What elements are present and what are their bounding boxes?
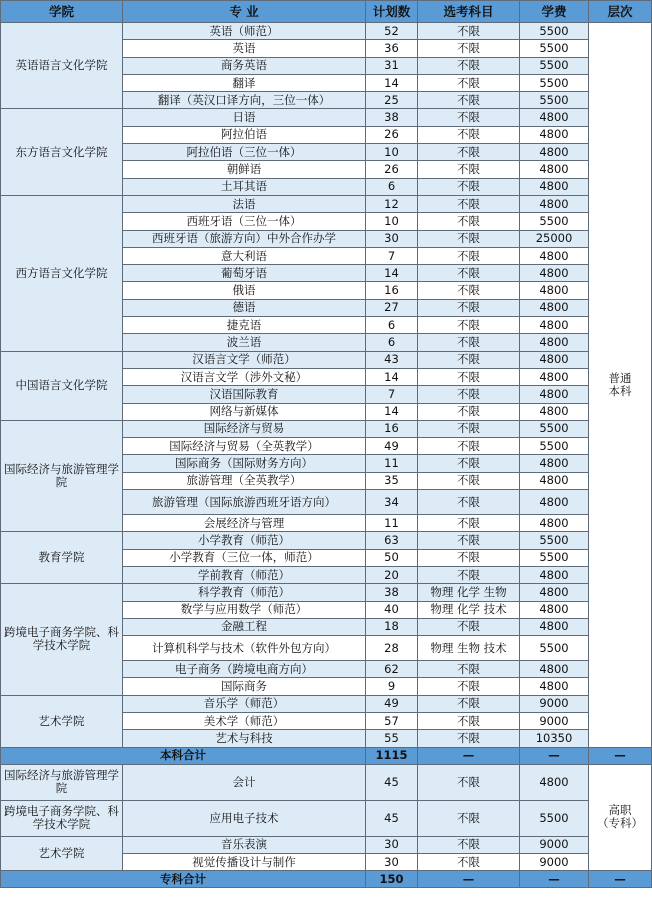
plan-cell: 10 [366,213,418,230]
major-cell: 翻译 [123,74,366,91]
major-cell: 网络与新媒体 [123,403,366,420]
subject-cell: 不限 [418,57,520,74]
major-cell: 阿拉伯语 [123,126,366,143]
subject-cell: 不限 [418,178,520,195]
major-cell: 西班牙语（三位一体） [123,213,366,230]
fee-cell: 4800 [520,368,589,385]
plan-cell: 18 [366,618,418,635]
table-row [1,351,652,368]
fee-cell: 4800 [520,678,589,695]
major-cell: 捷克语 [123,317,366,334]
college-cell: 中国语言文化学院 [1,351,123,420]
subject-cell: 不限 [418,800,520,836]
fee-cell: 9000 [520,853,589,870]
major-cell: 商务英语 [123,57,366,74]
major-cell: 艺术与科技 [123,730,366,747]
major-cell: 国际商务 [123,678,366,695]
total-plan: 150 [366,871,418,888]
plan-cell: 6 [366,334,418,351]
subject-cell: 不限 [418,195,520,212]
fee-cell: 4800 [520,601,589,618]
major-cell: 音乐学（师范） [123,695,366,712]
header-level: 层次 [589,1,652,23]
major-cell: 俄语 [123,282,366,299]
major-cell: 小学教育（三位一体，师范） [123,549,366,566]
total-plan: 1115 [366,747,418,764]
total-subject: — [418,747,520,764]
plan-cell: 16 [366,420,418,437]
subject-cell: 不限 [418,618,520,635]
college-cell: 西方语言文化学院 [1,195,123,351]
subject-cell: 不限 [418,247,520,264]
plan-cell: 6 [366,178,418,195]
subject-cell: 不限 [418,730,520,747]
major-cell: 音乐表演 [123,836,366,853]
fee-cell: 4800 [520,282,589,299]
subject-cell: 不限 [418,420,520,437]
header-plan: 计划数 [366,1,418,23]
plan-cell: 14 [366,74,418,91]
subject-cell: 不限 [418,109,520,126]
college-cell: 跨境电子商务学院、科学技术学院 [1,584,123,695]
subject-cell: 不限 [418,549,520,566]
plan-cell: 49 [366,695,418,712]
plan-cell: 10 [366,144,418,161]
fee-cell: 4800 [520,334,589,351]
total-level: — [589,871,652,888]
fee-cell: 4800 [520,764,589,800]
subject-cell: 不限 [418,161,520,178]
fee-cell: 4800 [520,490,589,515]
major-cell: 汉语国际教育 [123,386,366,403]
major-cell: 德语 [123,299,366,316]
plan-cell: 16 [366,282,418,299]
plan-cell: 36 [366,40,418,57]
subject-cell: 不限 [418,40,520,57]
fee-cell: 5500 [520,800,589,836]
college-cell: 国际经济与旅游管理学院 [1,420,123,531]
major-cell: 葡萄牙语 [123,265,366,282]
subject-cell: 不限 [418,695,520,712]
subject-cell: 不限 [418,230,520,247]
fee-cell: 4800 [520,618,589,635]
major-cell: 国际经济与贸易（全英教学） [123,438,366,455]
major-cell: 日语 [123,109,366,126]
major-cell: 旅游管理（全英教学） [123,472,366,489]
college-cell: 艺术学院 [1,836,123,871]
plan-cell: 6 [366,317,418,334]
subject-cell: 不限 [418,368,520,385]
plan-cell: 49 [366,438,418,455]
fee-cell: 5500 [520,74,589,91]
major-cell: 美术学（师范） [123,712,366,729]
major-cell: 法语 [123,195,366,212]
plan-cell: 63 [366,532,418,549]
plan-cell: 43 [366,351,418,368]
major-cell: 波兰语 [123,334,366,351]
plan-cell: 9 [366,678,418,695]
major-cell: 视觉传播设计与制作 [123,853,366,870]
subject-cell: 不限 [418,213,520,230]
major-cell: 数学与应用数学（师范） [123,601,366,618]
fee-cell: 5500 [520,92,589,109]
subject-cell: 不限 [418,403,520,420]
fee-cell: 4800 [520,661,589,678]
plan-cell: 45 [366,800,418,836]
fee-cell: 4800 [520,161,589,178]
plan-cell: 31 [366,57,418,74]
table-row [1,764,652,800]
fee-cell: 10350 [520,730,589,747]
plan-cell: 14 [366,368,418,385]
fee-cell: 4800 [520,178,589,195]
major-cell: 国际商务（国际财务方向） [123,455,366,472]
major-cell: 会计 [123,764,366,800]
major-cell: 汉语言文学（师范） [123,351,366,368]
fee-cell: 4800 [520,472,589,489]
table-row [1,695,652,712]
subject-cell: 不限 [418,144,520,161]
fee-cell: 4800 [520,403,589,420]
total-row [1,747,652,764]
plan-cell: 26 [366,161,418,178]
fee-cell: 4800 [520,265,589,282]
subject-cell: 不限 [418,836,520,853]
table-row [1,109,652,126]
plan-cell: 35 [366,472,418,489]
major-cell: 英语（师范） [123,23,366,40]
subject-cell: 不限 [418,74,520,91]
plan-cell: 12 [366,195,418,212]
header-row [1,1,652,23]
subject-cell: 不限 [418,351,520,368]
plan-cell: 52 [366,23,418,40]
table-row [1,23,652,40]
fee-cell: 5500 [520,23,589,40]
plan-cell: 45 [366,764,418,800]
plan-cell: 40 [366,601,418,618]
subject-cell: 不限 [418,282,520,299]
fee-cell: 4800 [520,126,589,143]
subject-cell: 不限 [418,455,520,472]
major-cell: 朝鲜语 [123,161,366,178]
fee-cell: 4800 [520,515,589,532]
plan-cell: 62 [366,661,418,678]
major-cell: 金融工程 [123,618,366,635]
subject-cell: 不限 [418,92,520,109]
subject-cell: 物理 化学 生物 [418,584,520,601]
header-college: 学院 [1,1,123,23]
table-row [1,532,652,549]
subject-cell: 不限 [418,334,520,351]
plan-cell: 7 [366,386,418,403]
plan-cell: 30 [366,836,418,853]
table-row [1,420,652,437]
subject-cell: 不限 [418,490,520,515]
subject-cell: 不限 [418,532,520,549]
college-cell: 东方语言文化学院 [1,109,123,195]
fee-cell: 5500 [520,213,589,230]
plan-cell: 28 [366,636,418,661]
plan-cell: 57 [366,712,418,729]
fee-cell: 9000 [520,836,589,853]
plan-cell: 26 [366,126,418,143]
subject-cell: 不限 [418,764,520,800]
major-cell: 小学教育（师范） [123,532,366,549]
major-cell: 英语 [123,40,366,57]
fee-cell: 5500 [520,636,589,661]
fee-cell: 4800 [520,247,589,264]
fee-cell: 4800 [520,386,589,403]
subject-cell: 不限 [418,438,520,455]
total-subject: — [418,871,520,888]
major-cell: 旅游管理（国际旅游西班牙语方向） [123,490,366,515]
plan-cell: 11 [366,515,418,532]
subject-cell: 不限 [418,317,520,334]
major-cell: 科学教育（师范） [123,584,366,601]
plan-cell: 30 [366,230,418,247]
plan-cell: 25 [366,92,418,109]
plan-cell: 50 [366,549,418,566]
level-cell: 普通 本科 [589,23,652,748]
plan-cell: 14 [366,265,418,282]
fee-cell: 4800 [520,351,589,368]
major-cell: 计算机科学与技术（软件外包方向） [123,636,366,661]
major-cell: 学前教育（师范） [123,566,366,583]
header-major: 专 业 [123,1,366,23]
fee-cell: 5500 [520,438,589,455]
fee-cell: 4800 [520,109,589,126]
fee-cell: 4800 [520,317,589,334]
plan-cell: 38 [366,109,418,126]
level-cell: 高职 （专科） [589,764,652,871]
plan-cell: 27 [366,299,418,316]
table-row [1,800,652,836]
header-fee: 学费 [520,1,589,23]
subject-cell: 不限 [418,515,520,532]
major-cell: 汉语言文学（涉外文秘） [123,368,366,385]
fee-cell: 4800 [520,584,589,601]
major-cell: 土耳其语 [123,178,366,195]
table-row [1,584,652,601]
college-cell: 国际经济与旅游管理学院 [1,764,123,800]
major-cell: 西班牙语（旅游方向）中外合作办学 [123,230,366,247]
fee-cell: 4800 [520,299,589,316]
college-cell: 艺术学院 [1,695,123,747]
major-cell: 阿拉伯语（三位一体） [123,144,366,161]
major-cell: 翻译（英汉口译方向，三位一体） [123,92,366,109]
subject-cell: 物理 化学 技术 [418,601,520,618]
major-cell: 国际经济与贸易 [123,420,366,437]
subject-cell: 不限 [418,678,520,695]
table-row [1,836,652,853]
header-subject: 选考科目 [418,1,520,23]
fee-cell: 9000 [520,712,589,729]
subject-cell: 不限 [418,386,520,403]
subject-cell: 不限 [418,566,520,583]
college-cell: 英语语言文化学院 [1,23,123,109]
fee-cell: 5500 [520,532,589,549]
total-fee: — [520,871,589,888]
total-label: 专科合计 [1,871,366,888]
fee-cell: 5500 [520,549,589,566]
fee-cell: 25000 [520,230,589,247]
plan-cell: 55 [366,730,418,747]
total-fee: — [520,747,589,764]
major-cell: 会展经济与管理 [123,515,366,532]
total-level: — [589,747,652,764]
fee-cell: 9000 [520,695,589,712]
subject-cell: 不限 [418,853,520,870]
major-cell: 电子商务（跨境电商方向） [123,661,366,678]
subject-cell: 不限 [418,661,520,678]
total-label: 本科合计 [1,747,366,764]
fee-cell: 4800 [520,566,589,583]
subject-cell: 不限 [418,712,520,729]
fee-cell: 5500 [520,40,589,57]
plan-cell: 14 [366,403,418,420]
subject-cell: 不限 [418,23,520,40]
subject-cell: 不限 [418,472,520,489]
subject-cell: 物理 生物 技术 [418,636,520,661]
subject-cell: 不限 [418,126,520,143]
total-row [1,871,652,888]
fee-cell: 4800 [520,144,589,161]
college-cell: 跨境电子商务学院、科学技术学院 [1,800,123,836]
table-row [1,195,652,212]
college-cell: 教育学院 [1,532,123,584]
plan-cell: 34 [366,490,418,515]
plan-cell: 30 [366,853,418,870]
fee-cell: 5500 [520,420,589,437]
major-cell: 意大利语 [123,247,366,264]
subject-cell: 不限 [418,265,520,282]
plan-cell: 11 [366,455,418,472]
fee-cell: 5500 [520,57,589,74]
subject-cell: 不限 [418,299,520,316]
plan-cell: 38 [366,584,418,601]
fee-cell: 4800 [520,195,589,212]
plan-cell: 7 [366,247,418,264]
fee-cell: 4800 [520,455,589,472]
plan-cell: 20 [366,566,418,583]
major-cell: 应用电子技术 [123,800,366,836]
